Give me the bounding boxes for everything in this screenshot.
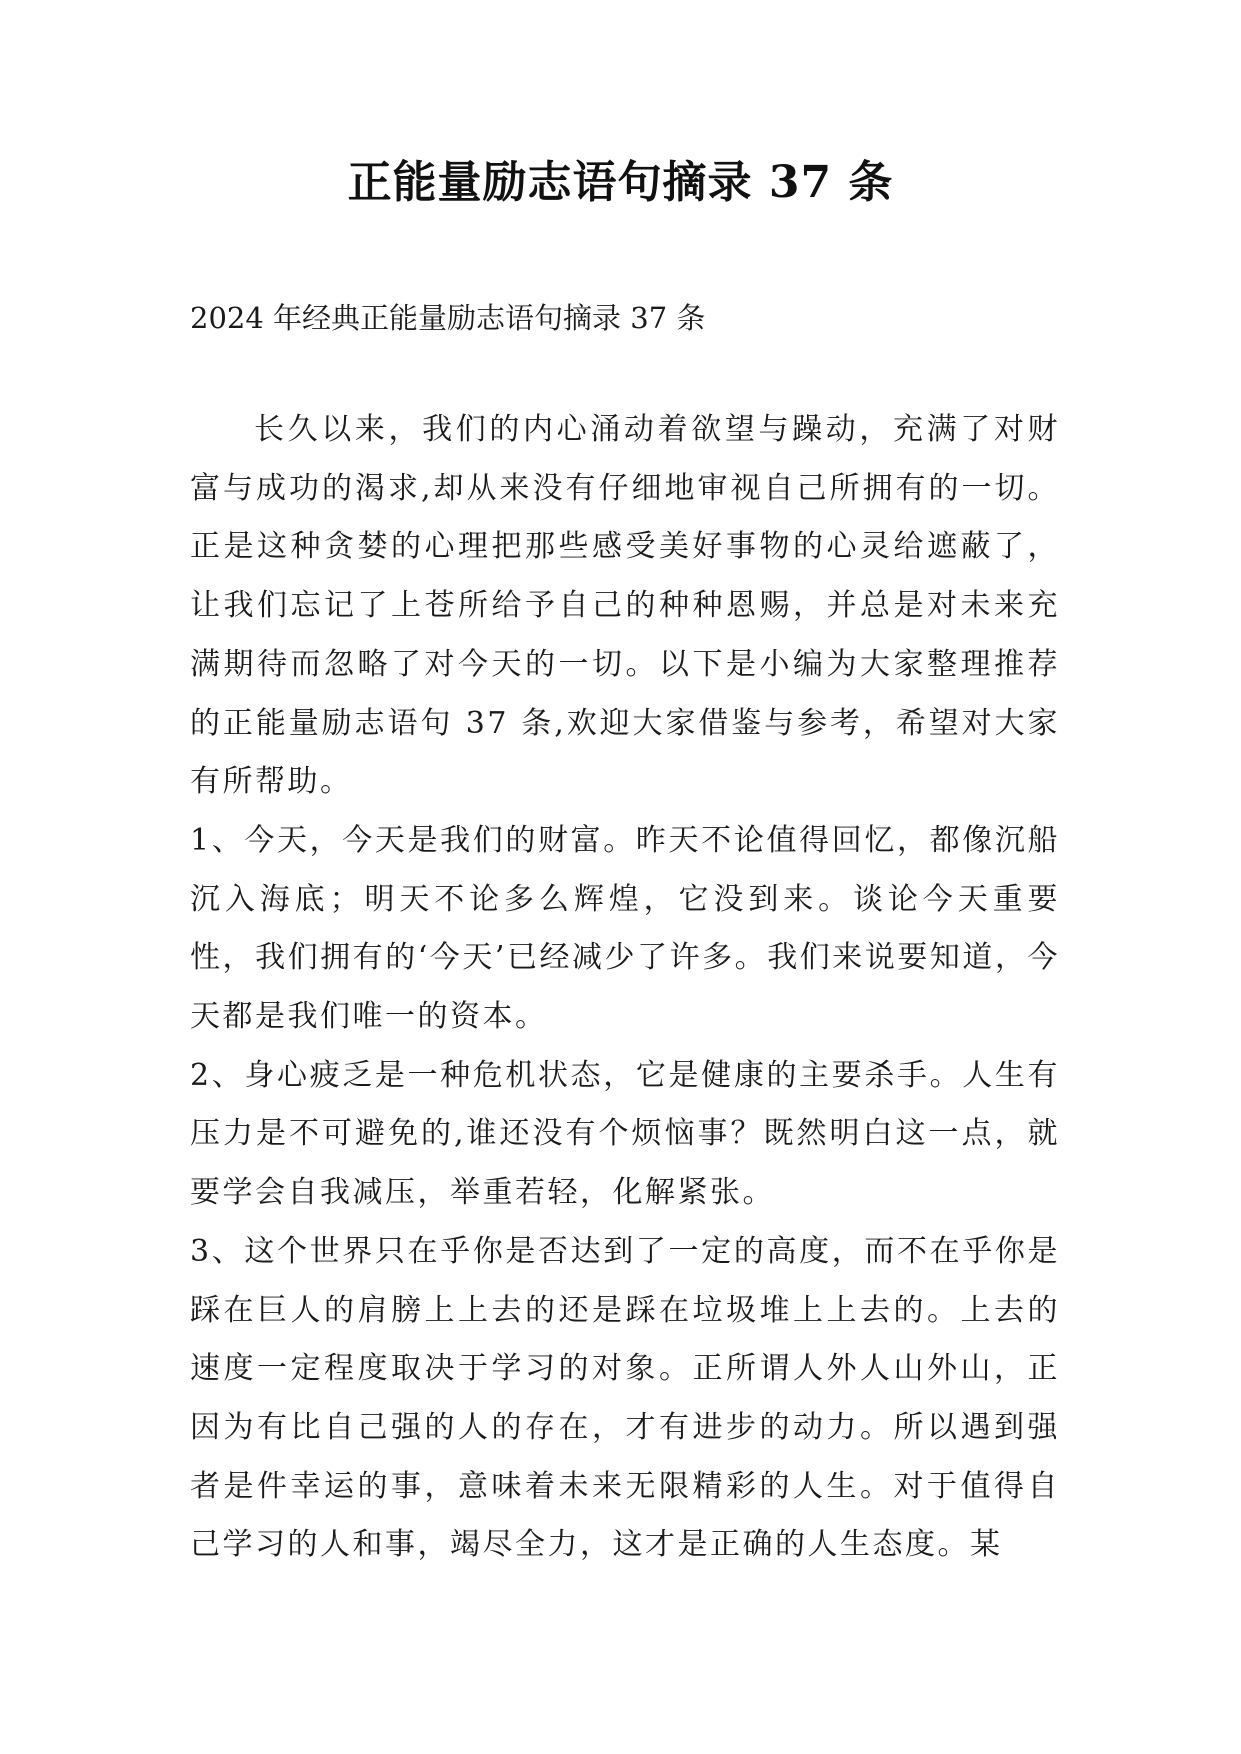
list-item: 2、身心疲乏是一种危机状态，它是健康的主要杀手。人生有压力是不可避免的,谁还没有个烦恼事？既然明白这一点，就要学会自我减压，举重若轻，化解紧张。: [190, 1057, 1060, 1211]
intro-paragraph: 长久以来，我们的内心涌动着欲望与躁动，充满了对财富与成功的渴求,却从来没有仔细地审视自己所拥有的一切。正是这种贪婪的心理把那些感受美好事物的心灵给遮蔽了，让我们忘记了上苍所给予自己的种种恩赐，并总是对未来充满期待而忽略了对今天的一切。以下是小编为大家整理推荐的正能量励志语句 37 条,欢迎大家借鉴与参考，希望对大家有所帮助。: [190, 412, 1060, 800]
document-title: 正能量励志语句摘录 37 条: [347, 157, 894, 208]
document-subtitle: 2024 年经典正能量励志语句摘录 37 条: [190, 301, 706, 335]
document-body: [190, 401, 1060, 1575]
list-item: 3、这个世界只在乎你是否达到了一定的高度，而不在乎你是踩在巨人的肩膀上上去的还是踩在垃圾堆上上去的。上去的速度一定程度取决于学习的对象。正所谓人外人山外山，正因为有比自己强的人的存在，才有进步的动力。所以遇到强者是件幸运的事，意味着未来无限精彩的人生。对于值得自己学习的人和事，竭尽全力，这才是正确的人生态度。某: [190, 1233, 1060, 1563]
list-item: 1、今天，今天是我们的财富。昨天不论值得回忆，都像沉船沉入海底；明天不论多么辉煌，它没到来。谈论今天重要性，我们拥有的‘今天’已经减少了许多。我们来说要知道，今天都是我们唯一的资本。: [190, 822, 1060, 1035]
